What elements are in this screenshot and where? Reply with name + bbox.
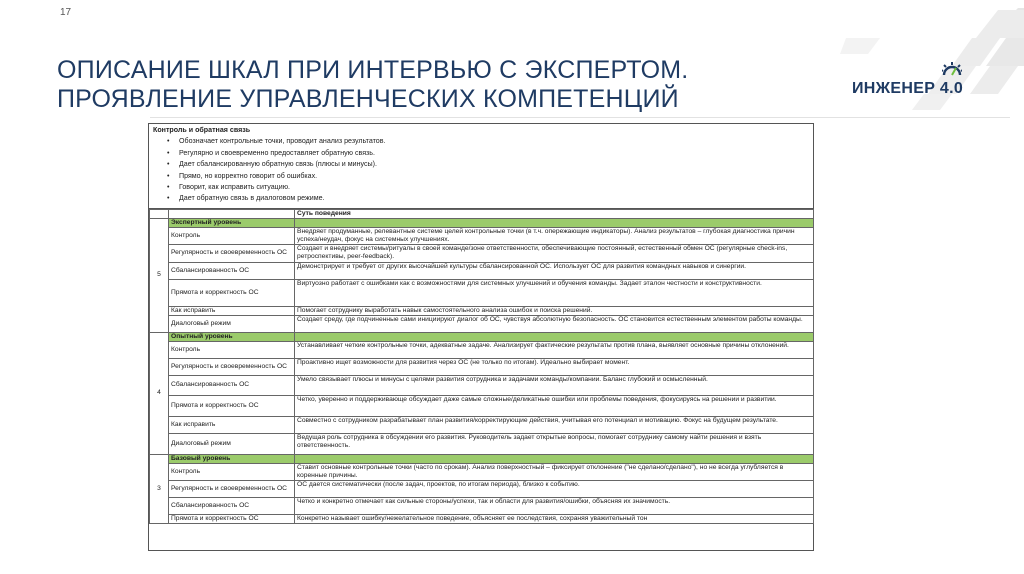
- table-row: [150, 433, 814, 454]
- competency-cell: Сбалансированность ОС: [169, 498, 295, 515]
- table-row: [150, 358, 814, 375]
- decorative-stripes: [840, 0, 1024, 120]
- gear-icon: [942, 62, 962, 76]
- behavior-cell: Виртуозно работает с ошибками как с возможностями для системных улучшений и обучения команды. Задает эталон честности и конструктивности.: [295, 279, 814, 306]
- bullet-item: • Регулярно и своевременно предоставляет обратную связь.: [167, 148, 809, 159]
- table-row: [150, 306, 814, 315]
- table-row: [150, 375, 814, 395]
- table-row: [150, 416, 814, 433]
- competency-bullets: [153, 136, 809, 204]
- bullet-item: • Обозначает контрольные точки, проводит анализ результатов.: [167, 136, 809, 147]
- behavior-cell: Создает среду, где подчиненные сами инициируют диалог об ОС, чувствуя абсолютную безопасность. ОС становится естественным элементом работы команды.: [295, 315, 814, 332]
- slide-number: 17: [60, 7, 72, 18]
- table-row: [150, 498, 814, 515]
- table-row: [150, 262, 814, 279]
- bullet-item: • Дает обратную связь в диалоговом режиме.: [167, 193, 809, 204]
- level-header-row: [150, 219, 814, 228]
- competency-cell: Диалоговый режим: [169, 433, 295, 454]
- behavior-cell: Устанавливает четкие контрольные точки, адекватные задаче. Анализирует фактические результаты против плана, выявляет основные причины отклонений.: [295, 341, 814, 358]
- level-number: 4: [150, 332, 169, 454]
- table-row: [150, 395, 814, 416]
- behavior-cell: Четко, уверенно и поддерживающе обсуждает даже самые сложные/деликатные ошибки или проблемы поведения, фокусируясь на решении и развитии.: [295, 395, 814, 416]
- level-name: Опытный уровень: [169, 332, 295, 341]
- logo: [852, 70, 963, 98]
- behavior-cell: ОС дается систематически (после задач, проектов, по итогам периода), близко к событию.: [295, 481, 814, 498]
- behavior-cell: Внедряет продуманные, релевантные системе целей контрольные точки (в т.ч. опережающие индикаторы). Анализ результатов – глубокая диагностика причин успеха/неудач, фокус на системных улучшениях.: [295, 228, 814, 245]
- title-line-2: ПРОЯВЛЕНИЕ УПРАВЛЕНЧЕСКИХ КОМПЕТЕНЦИЙ: [57, 85, 679, 113]
- level-header-row: [150, 454, 814, 463]
- competency-heading: Контроль и обратная связь: [153, 126, 251, 134]
- title-divider: [150, 117, 1010, 118]
- level-name: Базовый уровень: [169, 454, 295, 463]
- competency-description: [149, 124, 813, 209]
- behavior-cell: Совместно с сотрудником разрабатывает план развития/корректирующие действия, учитывая его потенциал и мотивацию. Фокус на будущем результате.: [295, 416, 814, 433]
- competency-cell: Как исправить: [169, 306, 295, 315]
- competency-cell: Контроль: [169, 228, 295, 245]
- page-title: [57, 56, 777, 114]
- table-row: [150, 245, 814, 262]
- competency-cell: Прямота и корректность ОС: [169, 395, 295, 416]
- competency-cell: Контроль: [169, 341, 295, 358]
- table-row: [150, 515, 814, 524]
- scale-table: [149, 209, 814, 524]
- behavior-cell: Проактивно ищет возможности для развития через ОС (не только по итогам). Идеально выбирает момент.: [295, 358, 814, 375]
- table-row: [150, 315, 814, 332]
- behavior-header: Суть поведения: [295, 210, 814, 219]
- behavior-cell: Демонстрирует и требует от других высочайшей культуры сбалансированной ОС. Использует ОС для развития командных навыков и синергии.: [295, 262, 814, 279]
- competency-cell: Диалоговый режим: [169, 315, 295, 332]
- competency-cell: Регулярность и своевременность ОС: [169, 245, 295, 262]
- competency-cell: Регулярность и своевременность ОС: [169, 481, 295, 498]
- level-number: 3: [150, 454, 169, 523]
- level-header-fill: [295, 454, 814, 463]
- competency-cell: Регулярность и своевременность ОС: [169, 358, 295, 375]
- competency-cell: Сбалансированность ОС: [169, 262, 295, 279]
- level-header-fill: [295, 219, 814, 228]
- competency-cell: Прямота и корректность ОС: [169, 515, 295, 524]
- table-header-row: [150, 210, 814, 219]
- competency-cell: Прямота и корректность ОС: [169, 279, 295, 306]
- competency-scale-document: [148, 123, 814, 551]
- bullet-item: • Дает сбалансированную обратную связь (плюсы и минусы).: [167, 159, 809, 170]
- title-line-1: ОПИСАНИЕ ШКАЛ ПРИ ИНТЕРВЬЮ С ЭКСПЕРТОМ.: [57, 56, 689, 84]
- table-row: [150, 228, 814, 245]
- behavior-cell: Помогает сотруднику выработать навык самостоятельного анализа ошибок и поиска решений.: [295, 306, 814, 315]
- behavior-cell: Четко и конкретно отмечает как сильные стороны/успехи, так и области для развития/ошибки, объясняя их значимость.: [295, 498, 814, 515]
- competency-cell: Сбалансированность ОС: [169, 375, 295, 395]
- table-row: [150, 463, 814, 480]
- level-name: Экспертный уровень: [169, 219, 295, 228]
- level-header-row: [150, 332, 814, 341]
- table-row: [150, 341, 814, 358]
- level-number: 5: [150, 219, 169, 333]
- behavior-cell: Умело связывает плюсы и минусы с целями развития сотрудника и задачами команды/компании. Баланс глубокий и осмысленный.: [295, 375, 814, 395]
- bullet-item: • Говорит, как исправить ситуацию.: [167, 182, 809, 193]
- level-header-fill: [295, 332, 814, 341]
- competency-cell: Как исправить: [169, 416, 295, 433]
- table-row: [150, 481, 814, 498]
- table-row: [150, 279, 814, 306]
- behavior-cell: Ведущая роль сотрудника в обсуждении его развития. Руководитель задает открытые вопросы, помогает сотруднику самому найти решения и взять ответственность.: [295, 433, 814, 454]
- behavior-cell: Создает и внедряет системы/ритуалы в своей команде/зоне ответственности, обеспечивающие постоянный, естественный обмен ОС (регулярные check-ins, ретроспективы, peer-feedback).: [295, 245, 814, 262]
- competency-cell: Контроль: [169, 463, 295, 480]
- behavior-cell: Конкретно называет ошибку/нежелательное поведение, объясняет ее последствия, сохраняя уважительный тон: [295, 515, 814, 524]
- header-cell: [150, 210, 169, 219]
- bullet-item: • Прямо, но корректно говорит об ошибках.: [167, 171, 809, 182]
- header-cell: [169, 210, 295, 219]
- logo-text: ИНЖЕНЕР 4.0: [852, 80, 964, 97]
- behavior-cell: Ставит основные контрольные точки (часто по срокам). Анализ поверхностный – фиксирует отклонение ("не сделано/сделано"), но не всегда углубляется в коренные причины.: [295, 463, 814, 480]
